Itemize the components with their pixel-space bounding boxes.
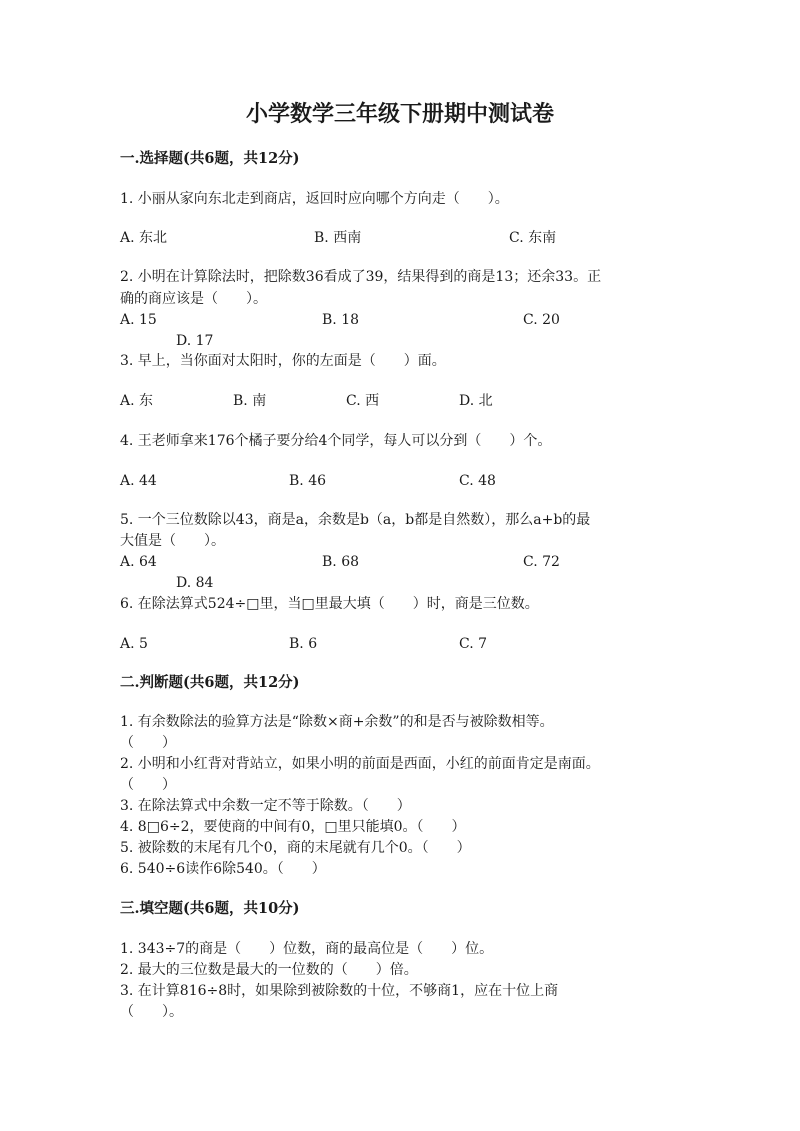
judge-item: 6. 540÷6读作6除540。（ ） xyxy=(120,861,326,877)
question-stem: 3. 早上，当你面对太阳时，你的左面是（ ）面。 xyxy=(120,353,446,369)
judge-item-bracket: （ ） xyxy=(120,735,176,751)
question-stem: 2. 小明在计算除法时，把除数36看成了39，结果得到的商是13；还余33。正 xyxy=(120,269,602,285)
option-b: B. 46 xyxy=(289,473,327,489)
option-d: D. 84 xyxy=(176,575,214,591)
option-b: B. 68 xyxy=(322,554,360,570)
option-b: B. 18 xyxy=(322,312,360,328)
option-c: C. 东南 xyxy=(509,230,557,246)
option-c: C. 7 xyxy=(459,636,488,652)
option-a: A. 15 xyxy=(120,312,157,328)
question-stem: 1. 小丽从家向东北走到商店，返回时应向哪个方向走（ ）。 xyxy=(120,191,509,207)
fill-item: 1. 343÷7的商是（ ）位数，商的最高位是（ ）位。 xyxy=(120,941,494,957)
option-a: A. 东北 xyxy=(120,230,168,246)
judge-item: 4. 8□6÷2，要使商的中间有0，□里只能填0。（ ） xyxy=(120,819,466,835)
section-heading-choice: 一.选择题(共6题，共12分) xyxy=(120,150,300,167)
option-b: B. 西南 xyxy=(314,230,362,246)
option-b: B. 6 xyxy=(289,636,318,652)
option-a: A. 东 xyxy=(120,393,154,409)
option-a: A. 5 xyxy=(120,636,148,652)
judge-item-bracket: （ ） xyxy=(120,777,176,793)
question-stem-cont: 确的商应该是（ ）。 xyxy=(120,291,267,307)
judge-item: 1. 有余数除法的验算方法是“除数×商+余数”的和是否与被除数相等。 xyxy=(120,714,554,730)
question-stem: 5. 一个三位数除以43，商是a，余数是b（a，b都是自然数），那么a+b的最 xyxy=(120,512,591,528)
question-stem-cont: 大值是（ ）。 xyxy=(120,533,225,549)
question-stem: 4. 王老师拿来176个橘子要分给4个同学，每人可以分到（ ）个。 xyxy=(120,433,552,449)
option-a: A. 64 xyxy=(120,554,157,570)
option-a: A. 44 xyxy=(120,473,157,489)
judge-item: 2. 小明和小红背对背站立，如果小明的前面是西面，小红的前面肯定是南面。 xyxy=(120,756,600,772)
option-c: C. 48 xyxy=(459,473,496,489)
fill-item-cont: （ ）。 xyxy=(120,1004,183,1020)
section-heading-fill: 三.填空题(共6题，共10分) xyxy=(120,900,300,917)
option-d: D. 17 xyxy=(176,333,214,349)
judge-item: 5. 被除数的末尾有几个0，商的末尾就有几个0。（ ） xyxy=(120,840,471,856)
option-c: C. 72 xyxy=(523,554,560,570)
option-b: B. 南 xyxy=(233,393,267,409)
question-stem: 6. 在除法算式524÷□里，当□里最大填（ ）时，商是三位数。 xyxy=(120,596,539,612)
fill-item: 2. 最大的三位数是最大的一位数的（ ）倍。 xyxy=(120,962,418,978)
judge-item: 3. 在除法算式中余数一定不等于除数。（ ） xyxy=(120,798,411,814)
option-c: C. 西 xyxy=(346,393,380,409)
section-heading-judge: 二.判断题(共6题，共12分) xyxy=(120,674,300,691)
page-title: 小学数学三年级下册期中测试卷 xyxy=(245,101,554,127)
option-d: D. 北 xyxy=(459,393,493,409)
option-c: C. 20 xyxy=(523,312,560,328)
fill-item: 3. 在计算816÷8时，如果除到被除数的十位，不够商1，应在十位上商 xyxy=(120,983,559,999)
